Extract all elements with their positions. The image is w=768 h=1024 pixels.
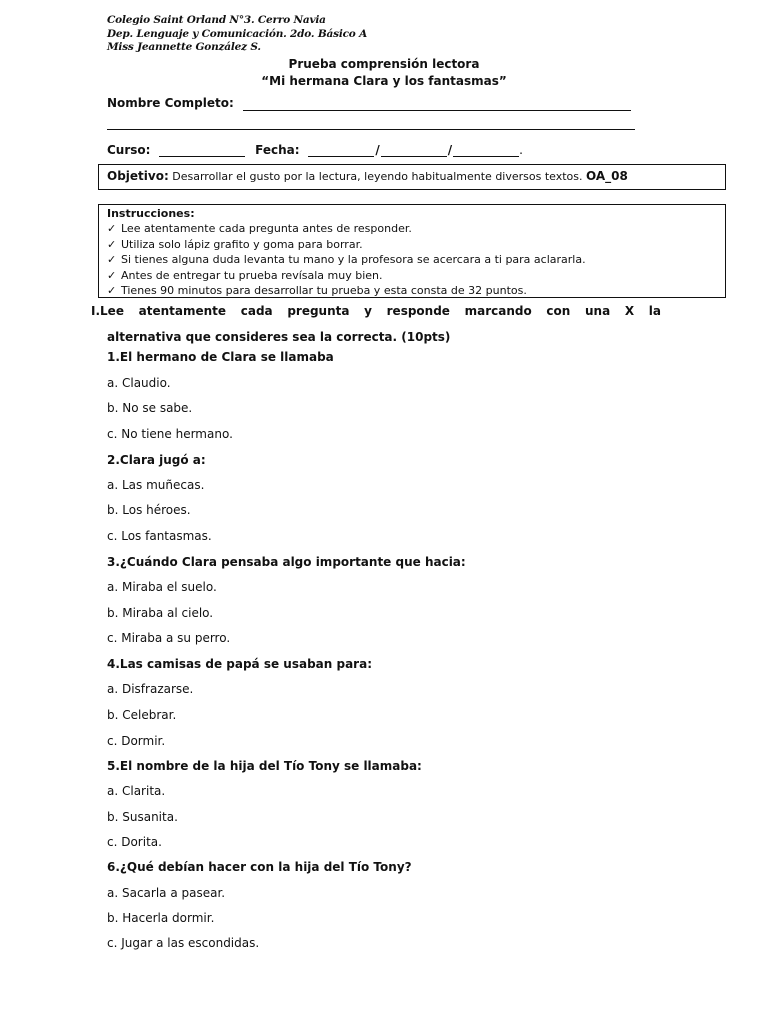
date-separator: / xyxy=(447,143,453,157)
checkmark-icon: ✓ xyxy=(107,222,117,235)
option-4a[interactable]: a. Disfrazarse. xyxy=(107,682,194,696)
name-field-continued[interactable] xyxy=(107,129,635,130)
question-4: 4.Las camisas de papá se usaban para: xyxy=(107,657,372,671)
school-header xyxy=(107,14,367,55)
objective-code: OA_08 xyxy=(586,169,628,183)
instructions-box xyxy=(98,204,726,298)
option-2c[interactable]: c. Los fantasmas. xyxy=(107,529,212,543)
checkmark-icon: ✓ xyxy=(107,253,117,266)
objective-box xyxy=(98,164,726,190)
option-2a[interactable]: a. Las muñecas. xyxy=(107,478,205,492)
date-year-field[interactable] xyxy=(453,144,519,157)
option-5c[interactable]: c. Dorita. xyxy=(107,835,162,849)
question-5: 5.El nombre de la hija del Tío Tony se llamaba: xyxy=(107,759,422,773)
option-1b[interactable]: b. No se sabe. xyxy=(107,401,193,415)
objective-label: Objetivo: xyxy=(107,169,169,183)
instruction-item: ✓ Lee atentamente cada pregunta antes de responder. xyxy=(107,222,412,235)
question-3: 3.¿Cuándo Clara pensaba algo importante que hacia: xyxy=(107,555,466,569)
option-3c[interactable]: c. Miraba a su perro. xyxy=(107,631,231,645)
option-1c[interactable]: c. No tiene hermano. xyxy=(107,427,233,441)
date-month-field[interactable] xyxy=(381,144,447,157)
name-label: Nombre Completo: xyxy=(107,96,234,110)
question-1: 1.El hermano de Clara se llamaba xyxy=(107,350,334,364)
date-separator: / xyxy=(375,143,380,157)
date-end-period: . xyxy=(519,143,523,157)
course-date-row xyxy=(107,143,523,157)
option-4c[interactable]: c. Dormir. xyxy=(107,734,166,748)
story-title: “Mi hermana Clara y los fantasmas” xyxy=(261,74,507,88)
date-label: Fecha: xyxy=(255,143,300,157)
instruction-item: ✓ Antes de entregar tu prueba revísala muy bien. xyxy=(107,268,383,282)
question-6: 6.¿Qué debían hacer con la hija del Tío Tony? xyxy=(107,860,412,874)
name-field[interactable] xyxy=(243,98,631,111)
instruction-item: ✓ Si tienes alguna duda levanta tu mano y la profesora se acercara a ti para aclararla. xyxy=(107,253,586,266)
department-name: Dep. Lenguaje y Comunicación. 2do. Básico A xyxy=(107,27,368,40)
question-2: 2.Clara jugó a: xyxy=(107,453,206,467)
option-5a[interactable]: a. Clarita. xyxy=(107,784,166,798)
section-line-2: alternativa que consideres sea la correcta. (10pts) xyxy=(107,330,451,344)
option-6c[interactable]: c. Jugar a las escondidas. xyxy=(107,936,260,950)
exam-title: Prueba comprensión lectora xyxy=(288,57,480,71)
objective-text: Desarrollar el gusto por la lectura, leyendo habitualmente diversos textos. xyxy=(172,170,583,183)
date-day-field[interactable] xyxy=(308,144,374,157)
option-2b[interactable]: b. Los héroes. xyxy=(107,503,191,517)
section-roman: I. xyxy=(91,304,101,318)
instruction-item: ✓ Utiliza solo lápiz grafito y goma para borrar. xyxy=(107,237,363,251)
checkmark-icon: ✓ xyxy=(107,284,117,297)
section-instructions xyxy=(91,298,661,350)
option-1a[interactable]: a. Claudio. xyxy=(107,376,171,390)
course-label: Curso: xyxy=(107,143,151,157)
option-6b[interactable]: b. Hacerla dormir. xyxy=(107,911,215,925)
option-6a[interactable]: a. Sacarla a pasear. xyxy=(107,886,226,900)
course-field[interactable] xyxy=(159,144,245,157)
option-4b[interactable]: b. Celebrar. xyxy=(107,708,177,722)
teacher-name: Miss Jeannette González S. xyxy=(107,41,261,53)
checkmark-icon: ✓ xyxy=(107,268,117,282)
school-name: Colegio Saint Orland N°3. Cerro Navia xyxy=(107,14,326,26)
section-line-1: I.Lee atentamente cada pregunta y responde marcando con una X la xyxy=(91,304,661,318)
option-3a[interactable]: a. Miraba el suelo. xyxy=(107,580,217,594)
name-row xyxy=(107,92,631,111)
option-3b[interactable]: b. Miraba al cielo. xyxy=(107,606,214,620)
instruction-item: ✓ Tienes 90 minutos para desarrollar tu prueba y esta consta de 32 puntos. xyxy=(107,284,527,297)
option-5b[interactable]: b. Susanita. xyxy=(107,810,178,824)
checkmark-icon: ✓ xyxy=(107,237,117,251)
instructions-label: Instrucciones: xyxy=(107,207,195,220)
